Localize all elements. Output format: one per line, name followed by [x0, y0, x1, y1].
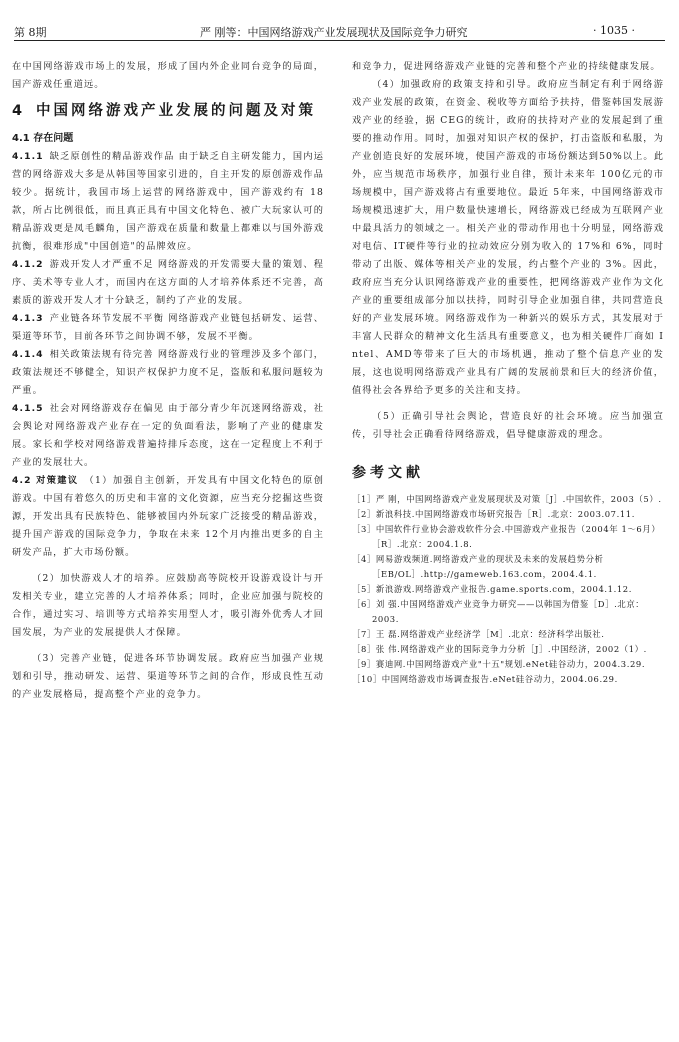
text-run: 年 100亿元的市场规模中，国产游戏将占有重要地位。最近 5年来，中国网络游戏市场规模迅速扩大，用户数量快速增长，网络游戏已经成为互联网产业中最具活力的领域之一。相关产业的带动作用也十分明显，网络游戏对电信、IT硬件等行业的拉动效应分别为	[352, 169, 665, 252]
right-column	[352, 58, 664, 687]
paragraph: 和竞争力，促进网络游戏产业链的完善和整个产业的持续健康发展。	[352, 61, 661, 72]
item-text: 相关政策法规有待完善 网络游戏行业的管理涉及多个部门，政策法规还不够健全，知识产权保护力度不足，盗版和私服问题较为严重。	[12, 349, 324, 396]
reference-item: ［9］赛迪网.中国网络游戏产业"十五"规划.eNet硅谷动力，2004.3.29.	[352, 659, 646, 669]
item-number: 4.1.3	[12, 313, 44, 324]
item-4-1-3	[12, 310, 324, 346]
item-text: 社会对网络游戏存在偏见 由于部分青少年沉迷网络游戏，社会舆论对网络游戏产业存在一定的负面看法，影响了产业的健康发展。家长和学校对网络游戏普遍持排斥态度，这在一定程度上不利于产业的发展壮大。	[12, 403, 324, 468]
running-header	[14, 24, 665, 41]
subsection-heading: 4.1 存在问题	[12, 133, 74, 144]
section-heading-4	[12, 100, 324, 122]
reference-item: ［7］王 磊.网络游戏产业经济学［M］.北京：经济科学出版社.	[352, 629, 605, 639]
text-run: 整个产业的 3%。因此，政府应当充分认识网络游戏产业的重要性，把网络游戏产业作为文化产业的重要组成部分加以扶持，同时引导企业加强自律，共同营造良好的产业发展环境。网络游戏作为一种新兴的娱乐方式，其发展对于丰富人民群众的精神文化生活具有重要意义，也为相关硬件厂商如 Intel、AMD等带来了巨大的市场机遇，推动了整个信息产业的发展，这也说明网络游戏产业具有广阔的发展前景和巨大的经济价值，值得社会各界给予更多的关注和支持。	[352, 259, 664, 396]
reference-item: ［3］中国软件行业协会游戏软件分会.中国游戏产业报告（2004年 1～6月）［R］.北京：2004.1.8.	[352, 524, 661, 549]
item-4-1-5	[12, 400, 324, 472]
journal-title: 严 刚等：中国网络游戏产业发展现状及国际竞争力研究	[200, 26, 468, 39]
references-heading: 参考文献	[352, 465, 424, 481]
paragraph: （2）加快游戏人才的培养。应鼓励高等院校开设游戏设计与开发相关专业，建立完善的人才培养体系；同时，企业应加强与院校的合作，通过实习、培训等方式培养实用型人才，吸引海外优秀人才回国发展，为产业的发展提供人才保障。	[12, 573, 324, 638]
text-run: 收入的 17%和 6%，同时带动了出版、媒体等相关产业的发展，约占	[352, 241, 664, 270]
paragraph	[352, 76, 664, 400]
item-4-1-1	[12, 148, 324, 256]
subsection-heading: 4.2 对策建议	[12, 475, 79, 486]
item-text: 游戏开发人才严重不足 网络游戏的开发需要大量的策划、程序、美术等专业人才，而国内在这方面的人才培养体系还不完善，高素质的游戏开发人才十分缺乏，制约了产业的发展。	[12, 259, 324, 306]
item-4-1-4	[12, 346, 324, 400]
item-text: 产业链各环节发展不平衡 网络游戏产业链包括研发、运营、渠道等环节，目前各环节之间协调不够，发展不平衡。	[12, 313, 324, 342]
left-column	[12, 58, 324, 704]
item-number: 4.1.4	[12, 349, 44, 360]
section-number: 4	[12, 103, 23, 119]
reference-item: ［2］新浪科技.中国网络游戏市场研究报告［R］.北京：2003.07.11.	[352, 509, 635, 519]
reference-item: ［1］严 刚，中国网络游戏产业发展现状及对策［J］.中国软件，2003（5）.	[352, 494, 662, 504]
item-4-1-2	[12, 256, 324, 310]
text-run: （4）加强政府的政策支持和引导。政府应当制定有利于网络游戏产业发展的政策，在资金、税收等方面给予扶持，借鉴韩国发展游戏产业的经验，据 CEG的统计，政府的扶持对产业的发展起到了重要的推动作用。同时，加强对知识产权的保护，打击盗版和私服，为产业创造良好的发展环境，使国产游戏的市场份额达到	[352, 79, 664, 162]
reference-item: ［8］张 伟.网络游戏产业的国际竞争力分析［J］.中国经济，2002（1）.	[352, 644, 647, 654]
reference-item: ［4］网易游戏频道.网络游戏产业的现状及未来的发展趋势分析［EB/OL］.http://gameweb.163.com，2004.4.1.	[352, 554, 604, 579]
paragraph: （3）完善产业链，促进各环节协调发展。政府应当加强产业规划和引导，推动研发、运营、渠道等环节之间的合作，形成良性互动的产业发展格局，提高整个产业的竞争力。	[12, 653, 324, 700]
reference-item: ［10］中国网络游戏市场调查报告.eNet硅谷动力，2004.06.29.	[352, 674, 618, 684]
reference-item: ［6］刘 强.中国网络游戏产业竞争力研究——以韩国为借鉴［D］.北京：2003.	[352, 599, 645, 624]
item-number: 4.1.5	[12, 403, 44, 414]
section-title: 中国网络游戏产业发展的问题及对策	[36, 103, 316, 119]
paragraph: 在中国网络游戏市场上的发展，形成了国内外企业同台竞争的局面，国产游戏任重道远。	[12, 61, 324, 90]
reference-list	[352, 492, 664, 687]
paragraph: （5）正确引导社会舆论，营造良好的社会环境。应当加强宣传，引导社会正确看待网络游戏，倡导健康游戏的理念。	[352, 411, 664, 440]
item-text: 缺乏原创性的精品游戏作品 由于缺乏自主研发能力，国内运营的网络游戏大多是从韩国等国家引进的，自主开发的原创游戏作品较少。据统计，我国市场上运营的网络游戏中，国产游戏约有 18款，所占比例很低，而且真正具有中国文化特色、被广大玩家认可的精品游戏更是凤毛麟角，国产游戏在质量和数量上都难以与国外游戏抗衡，很难形成"中国创造"的品牌效应。	[12, 151, 324, 252]
page-number: · 1035 ·	[593, 24, 635, 37]
text-run: 50%以上。此外，应当规范市场秩序，加强行业自律，预计未来	[352, 151, 664, 180]
subsection-4-2	[12, 472, 324, 562]
paragraph: （1）加强自主创新，开发具有中国文化特色的原创游戏。中国有着悠久的历史和丰富的文化资源，应当充分挖掘这些资源，开发出具有民族特色、能够被国内外玩家广泛接受的精品游戏，提升国产游戏的国际竞争力，争取在未来 12个月内推出更多的自主研发产品，扩大市场份额。	[12, 475, 324, 558]
issue-label: 第 8期	[14, 26, 47, 39]
item-number: 4.1.2	[12, 259, 44, 270]
reference-item: ［5］新浪游戏.网络游戏产业报告.game.sports.com，2004.1.12.	[352, 584, 632, 594]
item-number: 4.1.1	[12, 151, 44, 162]
